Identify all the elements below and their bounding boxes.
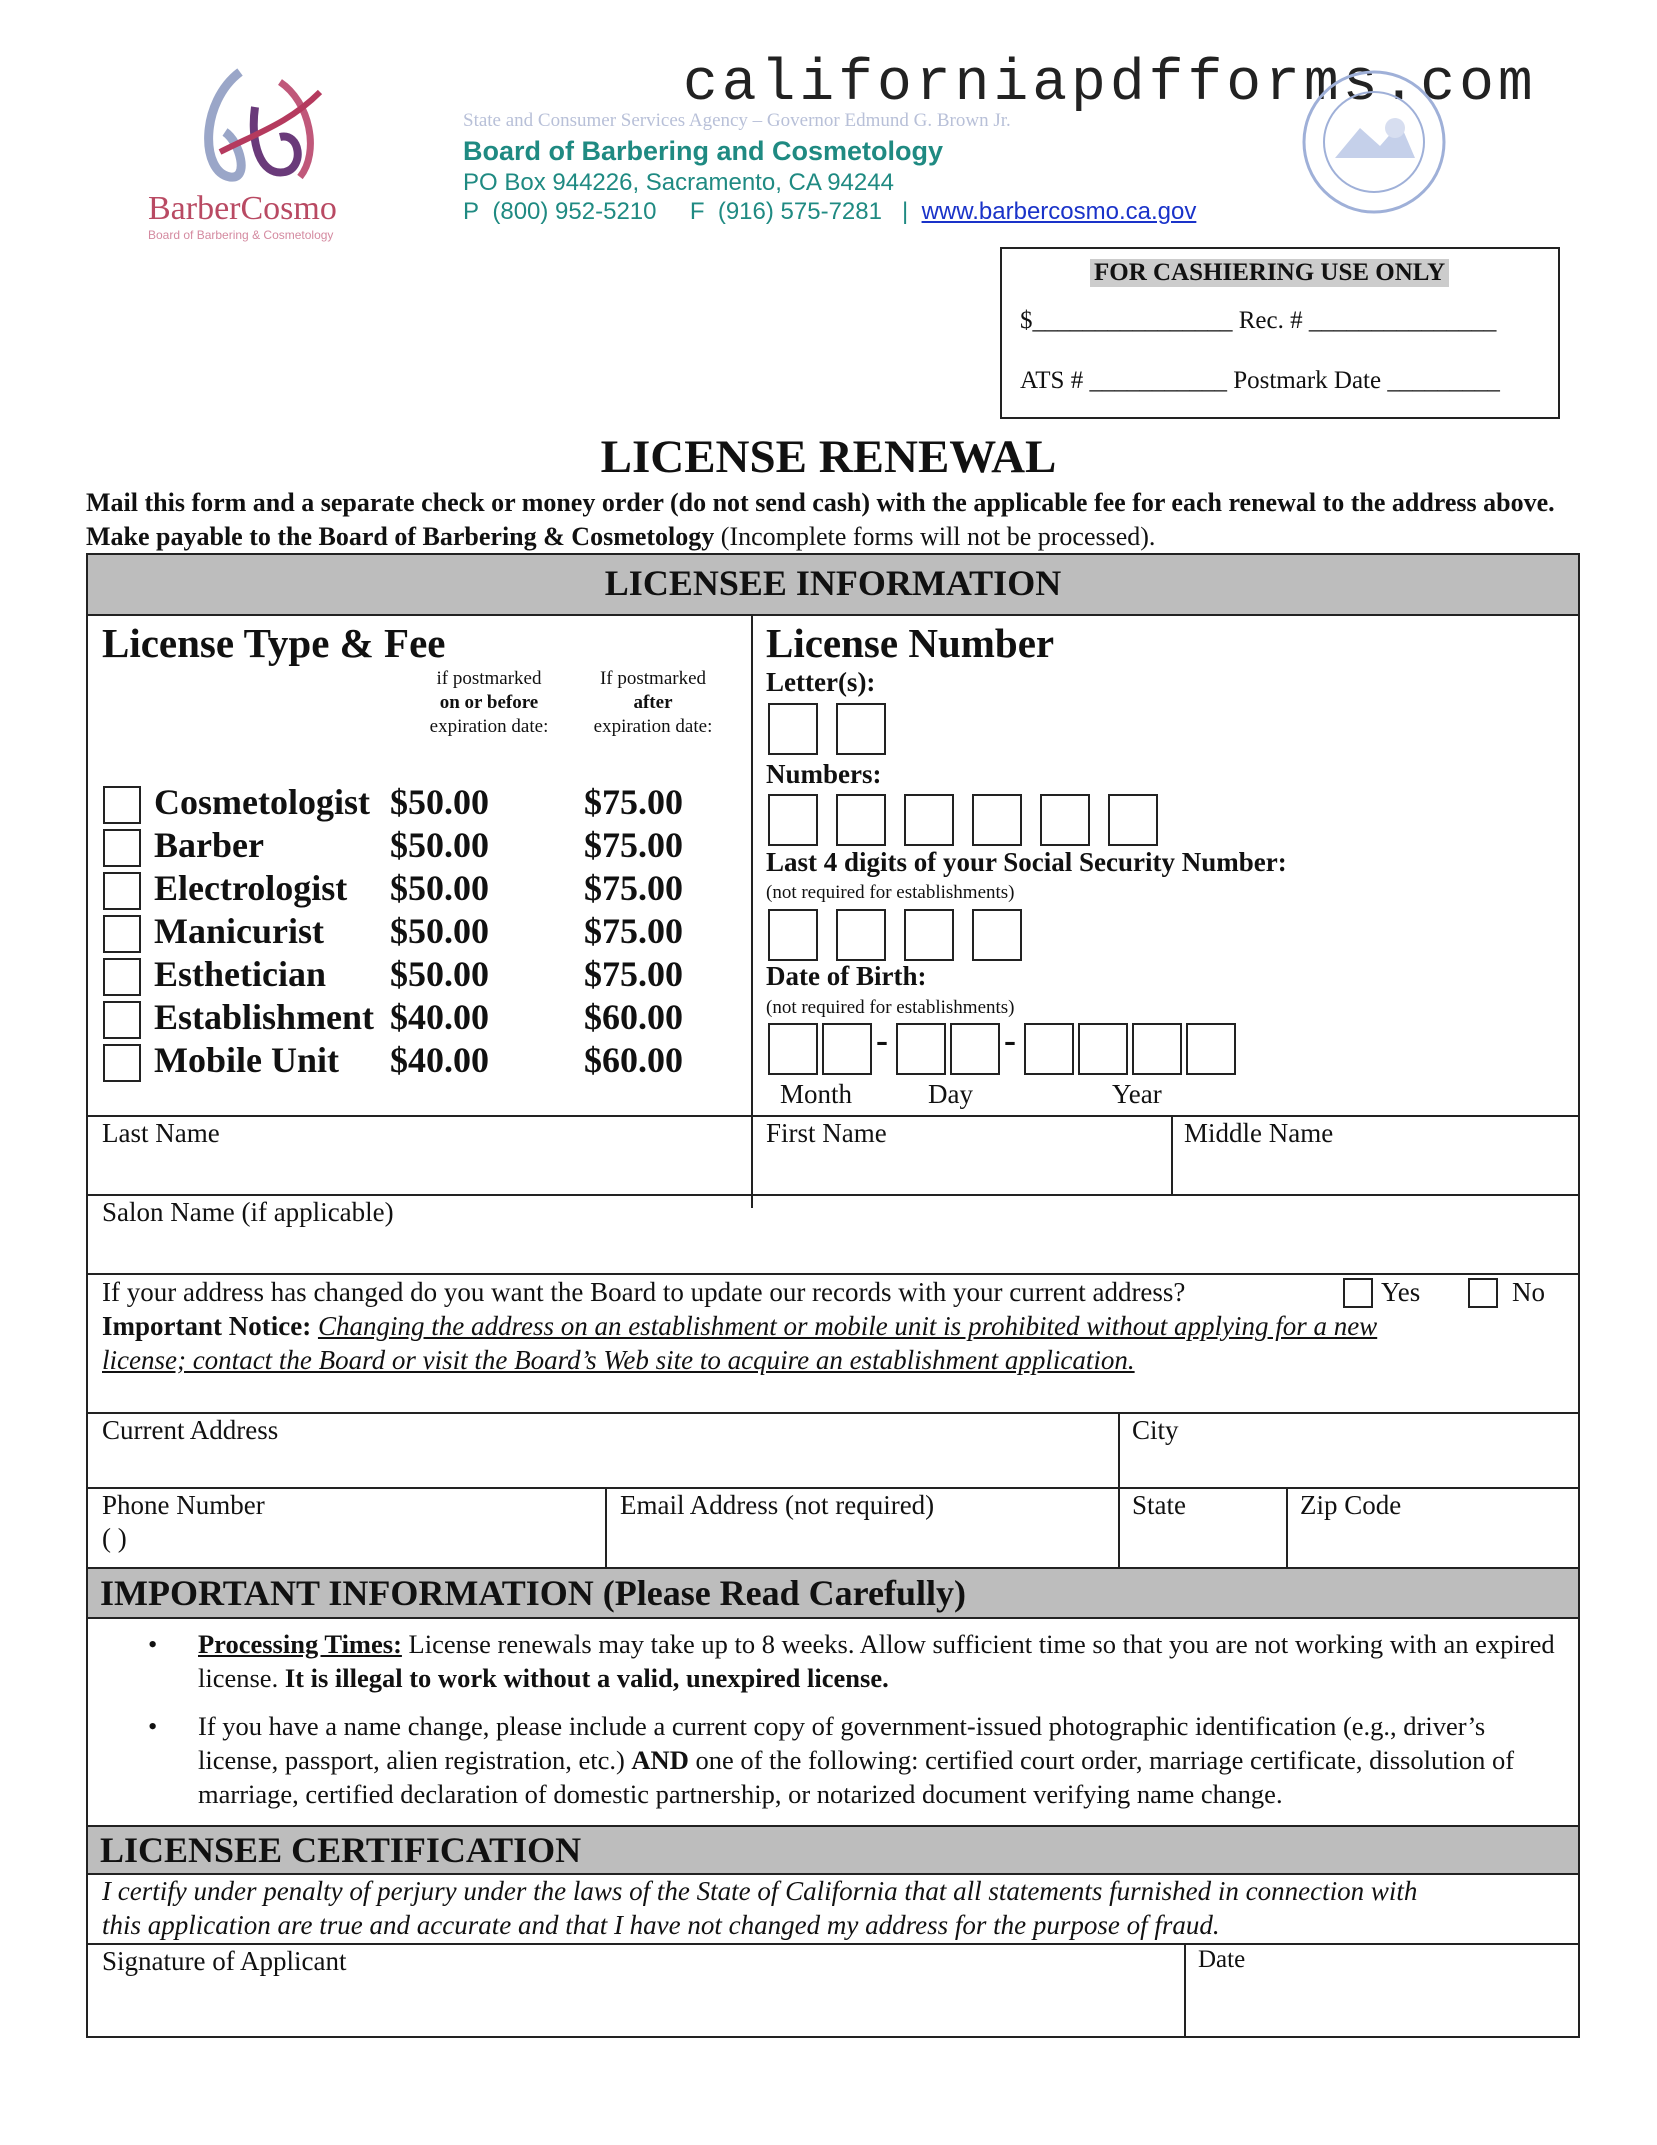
dob-month-box-1[interactable]	[768, 1023, 818, 1075]
date-label: Date	[1198, 1946, 1246, 1973]
address-update-yes-checkbox[interactable]	[1343, 1278, 1373, 1308]
phone-number-label: Phone Number	[102, 1490, 265, 1520]
state-seal-icon	[1300, 68, 1448, 216]
phone-label: P	[463, 198, 480, 225]
license-type-name: Electrologist	[154, 868, 348, 908]
yes-label: Yes	[1381, 1277, 1421, 1307]
cashiering-box	[1000, 247, 1560, 419]
license-fee-after: $60.00	[584, 1040, 683, 1080]
license-fee-before: $40.00	[390, 1040, 489, 1080]
license-fee-before: $40.00	[390, 997, 489, 1037]
ssn-box-1[interactable]	[768, 909, 818, 961]
processing-times-text: License renewals may take up to 8 weeks. Allow sufficient time so that you are not working with an expired license.	[198, 1629, 1555, 1693]
bullet: •	[148, 1711, 158, 1741]
license-fee-before: $50.00	[390, 782, 489, 822]
processing-times-label: Processing Times:	[198, 1629, 402, 1659]
phone-number: (800) 952-5210	[492, 198, 657, 225]
certification-header	[88, 1825, 1578, 1875]
license-type-name: Establishment	[154, 997, 375, 1037]
watermark: californiapdfforms.com	[683, 52, 1537, 117]
signature-label: Signature of Applicant	[102, 1946, 347, 1976]
contact-line	[463, 198, 1196, 226]
license-type-name: Barber	[154, 825, 264, 865]
state-label: State	[1132, 1490, 1186, 1520]
license-type-name: Mobile Unit	[154, 1040, 339, 1080]
license-fee-after: $75.00	[584, 782, 683, 822]
fee-after-line1: If postmarked	[599, 668, 707, 689]
address-update-no-checkbox[interactable]	[1468, 1278, 1498, 1308]
first-name-label: First Name	[766, 1118, 887, 1148]
license-type-checkbox[interactable]	[103, 915, 141, 953]
license-fee-after: $75.00	[584, 954, 683, 994]
separator: |	[901, 198, 909, 225]
important-notice-label: Important Notice:	[102, 1311, 312, 1341]
license-type-name: Esthetician	[154, 954, 327, 994]
fee-after-line3: expiration date:	[593, 716, 713, 737]
processing-times-warning: It is illegal to work without a valid, unexpired license.	[284, 1663, 889, 1693]
name-change-text1: If you have a name change, please include a current copy of government-issued photographic identification (e.g., driver’s license, passport, alien registration, etc.)	[198, 1711, 1486, 1775]
dob-day-box-1[interactable]	[896, 1023, 946, 1075]
processing-times-item	[88, 1627, 1558, 1695]
last-name-label: Last Name	[102, 1118, 220, 1148]
certification-title: LICENSEE CERTIFICATION	[100, 1830, 582, 1870]
current-address-label: Current Address	[102, 1415, 279, 1445]
license-type-fee-heading: License Type & Fee	[102, 620, 446, 666]
fee-before-caption	[404, 667, 574, 739]
fee-after-line2: after	[633, 692, 673, 713]
salon-name-label: Salon Name (if applicable)	[102, 1197, 394, 1227]
name-change-item	[88, 1709, 1558, 1811]
license-type-name: Cosmetologist	[154, 782, 370, 822]
important-notice-text1: Changing the address on an establishment or mobile unit is prohibited without applying for a new	[317, 1311, 1378, 1341]
license-type-checkbox[interactable]	[103, 1044, 141, 1082]
dob-year-box-1[interactable]	[1024, 1023, 1074, 1075]
dob-dash-2: -	[1004, 1020, 1016, 1060]
address-change-question: If your address has changed do you want the Board to update our records with your current address?	[102, 1277, 1186, 1307]
fax-number: (916) 575-7281	[717, 198, 882, 225]
number-box-5[interactable]	[1040, 794, 1090, 846]
renewal-form	[86, 553, 1580, 2038]
license-fee-after: $75.00	[584, 911, 683, 951]
important-notice-text2: license; contact the Board or visit the Board’s Web site to acquire an establishment application.	[102, 1345, 1135, 1375]
dob-note: (not required for establishments)	[766, 997, 1015, 1018]
middle-name-label: Middle Name	[1184, 1118, 1334, 1148]
name-change-and: AND	[631, 1745, 689, 1775]
dob-dash-1: -	[876, 1020, 888, 1060]
dob-day-box-2[interactable]	[950, 1023, 1000, 1075]
ssn-box-4[interactable]	[972, 909, 1022, 961]
letter-box-1[interactable]	[768, 703, 818, 755]
bullet: •	[148, 1629, 158, 1659]
board-address: PO Box 944226, Sacramento, CA 94244	[463, 169, 894, 196]
letters-label: Letter(s):	[766, 667, 876, 697]
numbers-label: Numbers:	[766, 759, 882, 789]
fee-before-line3: expiration date:	[429, 716, 549, 737]
fee-before-line1: if postmarked	[436, 668, 542, 689]
important-notice-line1	[102, 1311, 1377, 1342]
phone-area-code: ( )	[102, 1523, 127, 1553]
dob-month-box-2[interactable]	[822, 1023, 872, 1075]
fee-after-caption	[578, 667, 728, 739]
dob-day-label: Day	[928, 1079, 973, 1109]
dob-label: Date of Birth:	[766, 961, 927, 991]
license-type-name: Manicurist	[154, 911, 324, 951]
licensee-info-header	[88, 555, 1578, 616]
letter-box-2[interactable]	[836, 703, 886, 755]
number-box-1[interactable]	[768, 794, 818, 846]
fax-label: F	[689, 198, 705, 225]
important-info-header	[88, 1567, 1578, 1619]
no-label: No	[1512, 1277, 1545, 1307]
email-label: Email Address (not required)	[620, 1490, 935, 1520]
certification-statement-line1: I certify under penalty of perjury under the laws of the State of California that all statements furnished in connection with	[102, 1876, 1418, 1906]
dob-year-label: Year	[1112, 1079, 1162, 1109]
logo-name: BarberCosmo	[148, 190, 337, 227]
fee-before-line2: on or before	[439, 692, 539, 713]
page-title: LICENSE RENEWAL	[600, 431, 1057, 483]
dob-year-box-3[interactable]	[1132, 1023, 1182, 1075]
license-fee-before: $50.00	[390, 954, 489, 994]
license-type-checkbox[interactable]	[103, 786, 141, 824]
cashiering-title: FOR CASHIERING USE ONLY	[1090, 259, 1449, 287]
license-fee-before: $50.00	[390, 868, 489, 908]
license-fee-after: $75.00	[584, 868, 683, 908]
license-fee-before: $50.00	[390, 825, 489, 865]
number-box-2[interactable]	[836, 794, 886, 846]
agency-line: State and Consumer Services Agency – Governor Edmund G. Brown Jr.	[463, 110, 1011, 131]
license-fee-after: $75.00	[584, 825, 683, 865]
number-box-4[interactable]	[972, 794, 1022, 846]
license-type-checkbox[interactable]	[103, 829, 141, 867]
ssn-label: Last 4 digits of your Social Security Number:	[766, 847, 1287, 877]
cashier-ats-postmark-line: ATS # ___________ Postmark Date _________	[1020, 367, 1500, 394]
logo-subtitle: Board of Barbering & Cosmetology	[148, 228, 334, 242]
license-type-checkbox[interactable]	[103, 1001, 141, 1039]
instructions-note: (Incomplete forms will not be processed).	[714, 522, 1156, 551]
license-fee-before: $50.00	[390, 911, 489, 951]
dob-year-box-4[interactable]	[1186, 1023, 1236, 1075]
ssn-box-2[interactable]	[836, 909, 886, 961]
ssn-note: (not required for establishments)	[766, 882, 1015, 903]
license-fee-after: $60.00	[584, 997, 683, 1037]
dob-month-label: Month	[780, 1079, 853, 1109]
cashier-amount-receipt-line: $________________ Rec. # _______________	[1020, 307, 1497, 334]
number-box-6[interactable]	[1108, 794, 1158, 846]
dob-year-box-2[interactable]	[1078, 1023, 1128, 1075]
certification-statement-line2: this application are true and accurate and that I have not changed my address for the purpose of fraud.	[102, 1910, 1220, 1940]
instructions-bold: Mail this form and a separate check or money order (do not send cash) with the applicable fee for each renewal to the address above. Make payable to the Board of Barbering & Cosmetology	[86, 488, 1555, 551]
board-name: Board of Barbering and Cosmetology	[463, 136, 944, 166]
name-change-text2: one of the following: certified court order, marriage certificate, dissolution of marriage, certified declaration of domestic partnership, or notarized document verifying name change.	[198, 1745, 1515, 1809]
zip-label: Zip Code	[1300, 1490, 1402, 1520]
license-type-checkbox[interactable]	[103, 872, 141, 910]
ssn-box-3[interactable]	[904, 909, 954, 961]
barbercosmo-logo	[180, 62, 340, 190]
instructions	[86, 486, 1576, 554]
license-number-heading: License Number	[766, 620, 1055, 666]
number-box-3[interactable]	[904, 794, 954, 846]
important-info-title: IMPORTANT INFORMATION (Please Read Carefully)	[100, 1573, 966, 1613]
important-info-list	[88, 1627, 1558, 1825]
website-link[interactable]: www.barbercosmo.ca.gov	[921, 198, 1197, 225]
city-label: City	[1132, 1415, 1179, 1445]
licensee-info-title: LICENSEE INFORMATION	[604, 563, 1062, 603]
license-type-checkbox[interactable]	[103, 958, 141, 996]
